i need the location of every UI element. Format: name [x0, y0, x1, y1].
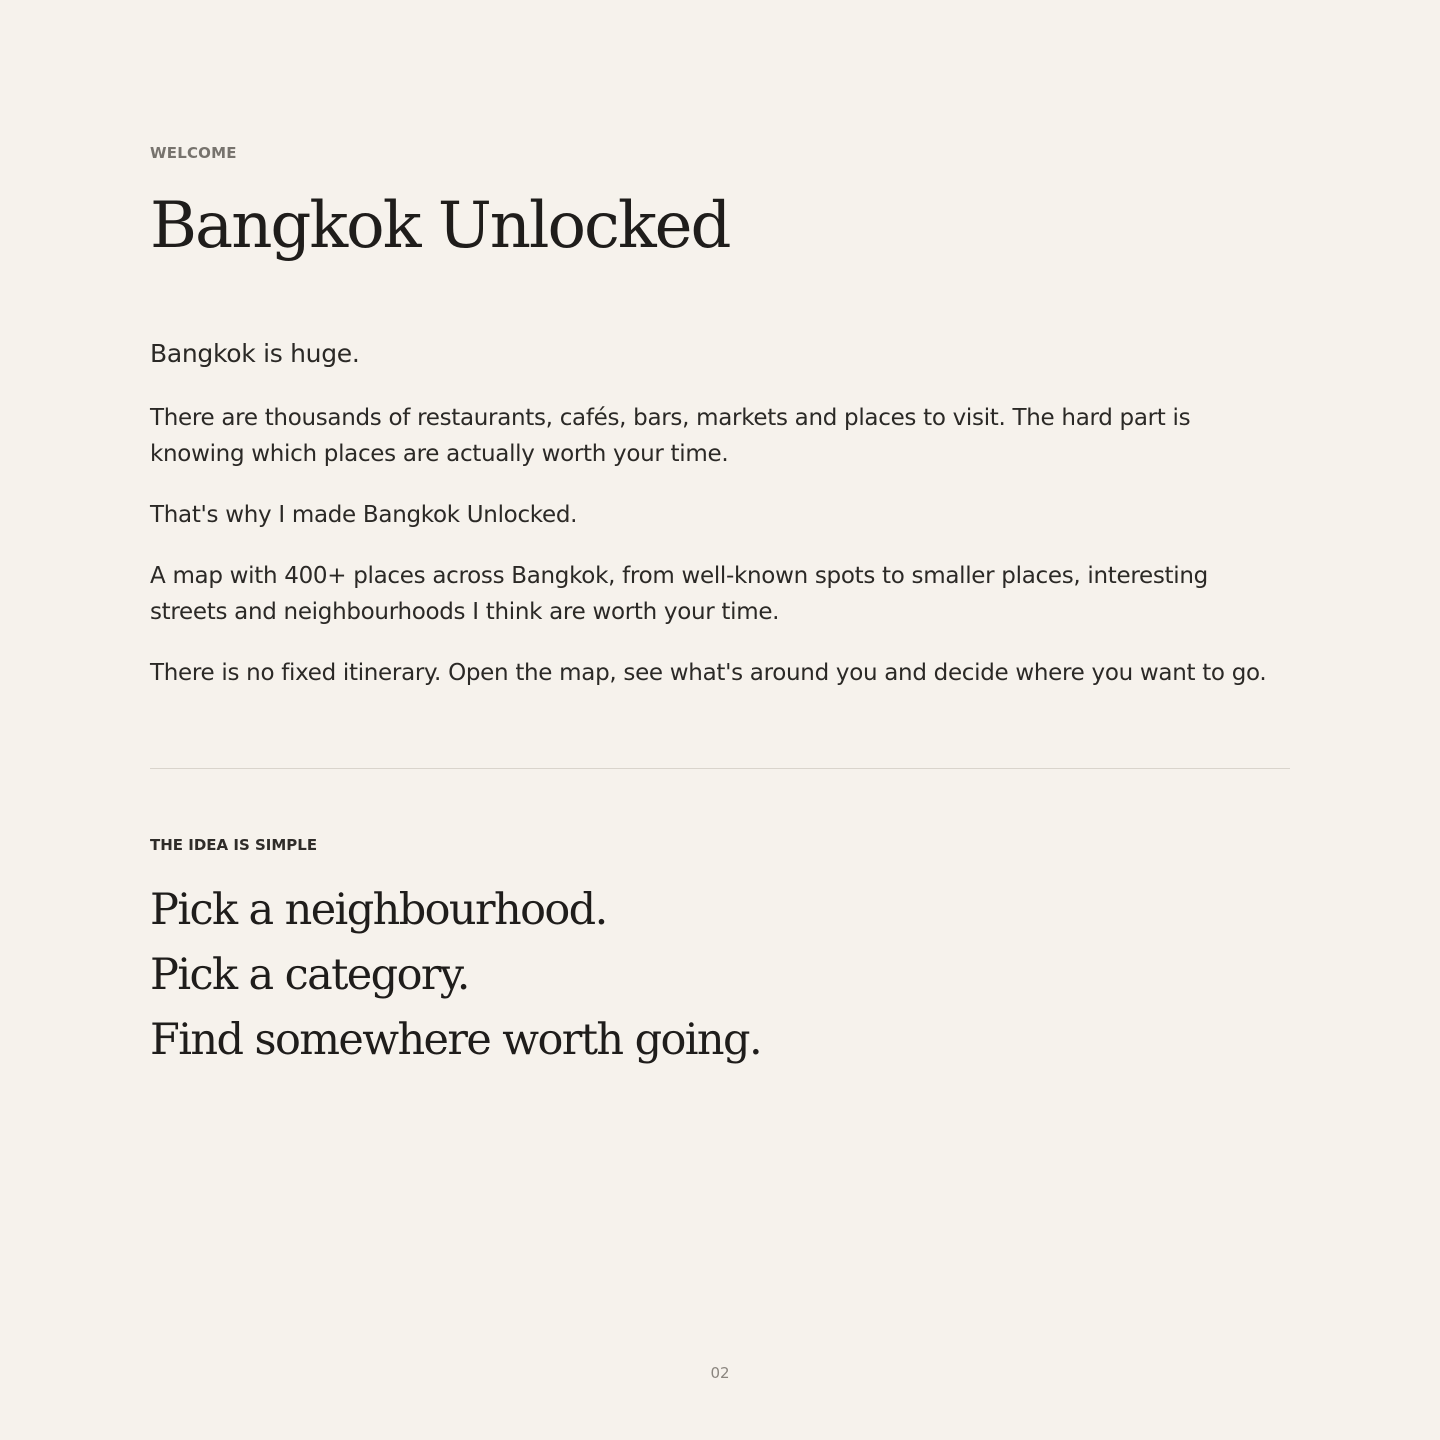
- section-divider: [150, 768, 1290, 769]
- intro-paragraph: That's why I made Bangkok Unlocked.: [150, 502, 578, 528]
- guide-page: [150, 0, 1290, 1440]
- idea-step: Pick a category.: [150, 950, 469, 1000]
- idea-steps: [150, 878, 1290, 1073]
- idea-eyebrow: THE IDEA IS SIMPLE: [150, 836, 318, 854]
- intro-paragraph: There are thousands of restaurants, cafés, bars, markets and places to visit. The hard part is knowing which places are actually worth your time.: [150, 405, 1191, 467]
- idea-step: Find somewhere worth going.: [150, 1015, 762, 1065]
- idea-step: Pick a neighbourhood.: [150, 885, 607, 935]
- intro-paragraph: A map with 400+ places across Bangkok, from well-known spots to smaller places, interesting streets and neighbourhoods I think are worth your time.: [150, 563, 1208, 625]
- intro-paragraph: There is no fixed itinerary. Open the map, see what's around you and decide where you want to go.: [150, 660, 1267, 686]
- page-title: Bangkok Unlocked: [150, 189, 730, 263]
- intro-section: [150, 336, 1290, 716]
- welcome-eyebrow: WELCOME: [150, 144, 237, 162]
- intro-lead-paragraph: Bangkok is huge.: [150, 339, 360, 368]
- page-number: 02: [710, 1364, 730, 1382]
